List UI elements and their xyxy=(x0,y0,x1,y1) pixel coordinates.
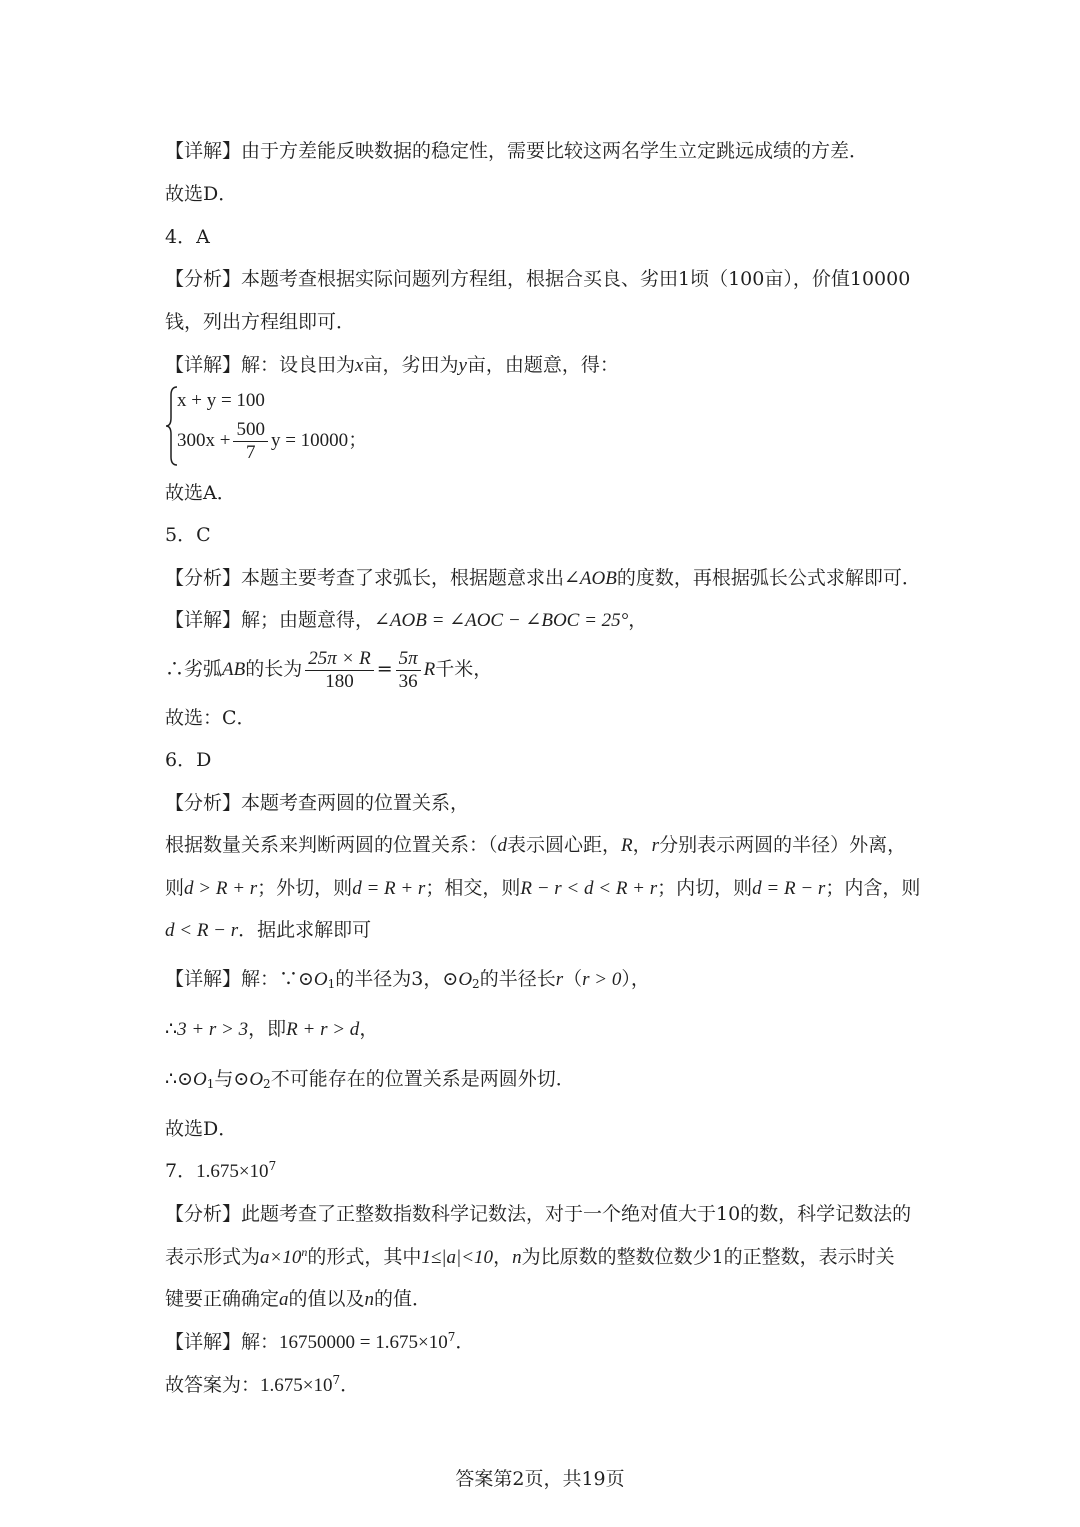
detail-6-line2: ∴3 + r > 3，即R + r > d， xyxy=(165,1018,379,1040)
answer-7: 故答案为：$1.675\times 10^7$． xyxy=(165,1373,360,1396)
analysis-7-line2: 表示形式为$a\times 10^n$的形式，其中1≤|a|<10，n为比原数的整数位数少1的正整数，表示时关 xyxy=(165,1245,895,1268)
answer-5: 故选：C． xyxy=(165,707,256,729)
question-6-answer: 6．D xyxy=(165,749,212,771)
detail-7: 【详解】解：$16750000 = 1.675\times 10^7$． xyxy=(165,1330,475,1353)
analysis-6-line1: 【分析】本题考查两圆的位置关系， xyxy=(165,792,470,814)
analysis-5: 【分析】本题主要考查了求弧长，根据题意求出∠AOB的度数，再根据弧长公式求解即可． xyxy=(165,567,921,589)
analysis-7-line3: 键要正确确定a的值以及n的值． xyxy=(165,1288,432,1310)
analysis-6-line3: 则d > R + r；外切，则d = R + r；相交，则R − r < d < R + r；内切，则d = R − r；内含，则 xyxy=(165,877,921,899)
fraction-arc-simplified: $\frac{5\pi}{36}$ xyxy=(396,648,421,693)
analysis-6-line4: d < R − r．据此求解即可 xyxy=(165,919,372,941)
answer-3: 故选D． xyxy=(165,183,238,205)
detail-5: 【详解】解；由题意得，∠AOB = ∠AOC − ∠BOC = 25°， xyxy=(165,609,648,631)
detail-line-3: 【详解】由于方差能反映数据的稳定性，需要比较这两名学生立定跳远成绩的方差． xyxy=(165,140,869,162)
page-footer: 答案第2页，共19页 xyxy=(455,1468,625,1490)
fraction-arc: $\frac{25\pi \times R}{180}$ xyxy=(305,648,373,693)
equation-system xyxy=(165,385,425,467)
detail-6-line1: 【详解】解：$\because⊙O_1$的半径为3，$⊙O_2$的半径长r（r > 0）， xyxy=(165,968,650,991)
fraction-500-7: $\frac{500}{7}$ xyxy=(233,419,268,464)
analysis-4-line1: 【分析】本题考查根据实际问题列方程组，根据合买良、劣田1顷（100亩），价值10000 xyxy=(165,268,911,290)
analysis-6-line2: 根据数量关系来判断两圆的位置关系：（d表示圆心距，R，r分别表示两圆的半径）外离， xyxy=(165,834,907,856)
detail-4: 【详解】解：设良田为x亩，劣田为y亩，由题意，得： xyxy=(165,354,619,376)
question-4-answer: 4．A xyxy=(165,226,210,248)
equation-1: x + y = 100 xyxy=(177,390,265,411)
question-7-answer: 7．$1.675\times 10^7$ xyxy=(165,1159,277,1182)
equation-2: 300x + $\frac{500}{7}$ y = 10000； xyxy=(177,419,368,463)
detail-6-line3: $\therefore⊙O_1$与$⊙O_2$不可能存在的位置关系是两圆外切． xyxy=(165,1068,575,1091)
analysis-4-line2: 钱，列出方程组即可． xyxy=(165,311,356,333)
answer-4: 故选A． xyxy=(165,482,236,504)
analysis-7-line1: 【分析】此题考查了正整数指数科学记数法，对于一个绝对值大于10的数，科学记数法的 xyxy=(165,1203,912,1225)
question-5-answer: 5．C xyxy=(165,524,211,546)
arc-length-line: ∴劣弧AB的长为 $\frac{25\pi \times R}{180}$ = $\frac{5\pi}{36}$ R千米， xyxy=(165,647,493,692)
answer-6: 故选D． xyxy=(165,1118,238,1140)
